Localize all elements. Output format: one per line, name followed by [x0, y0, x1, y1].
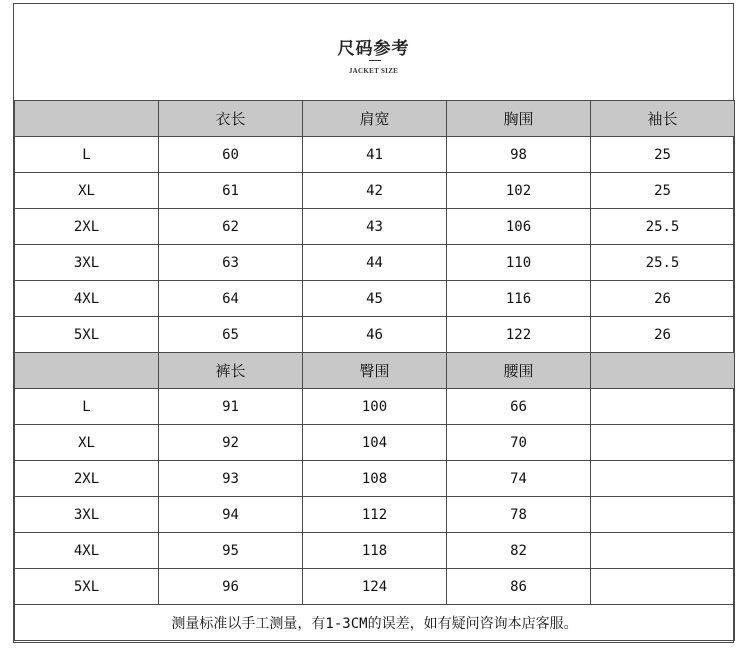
size-label-cell: 2XL: [15, 209, 159, 245]
jacket-value-cell: 65: [159, 317, 303, 353]
jacket-value-cell: 106: [447, 209, 591, 245]
pants-table-row: [15, 569, 735, 605]
chart-header: [14, 4, 733, 100]
jacket-value-cell: 61: [159, 173, 303, 209]
jacket-value-cell: 62: [159, 209, 303, 245]
pants-table-row: [15, 425, 735, 461]
size-label-cell: XL: [15, 173, 159, 209]
jacket-value-cell: 63: [159, 245, 303, 281]
pants-value-cell: 104: [303, 425, 447, 461]
jacket-table-row: [15, 173, 735, 209]
size-label-cell: 4XL: [15, 533, 159, 569]
size-label-cell: 2XL: [15, 461, 159, 497]
jacket-value-cell: 41: [303, 137, 447, 173]
jacket-value-cell: 26: [591, 317, 735, 353]
pants-table-row: [15, 461, 735, 497]
jacket-header-row: [15, 101, 735, 137]
pants-value-cell: [591, 461, 735, 497]
jacket-value-cell: 43: [303, 209, 447, 245]
pants-header-row: [15, 353, 735, 389]
pants-value-cell: 78: [447, 497, 591, 533]
jacket-value-cell: 98: [447, 137, 591, 173]
pants-table-row: [15, 533, 735, 569]
jacket-value-cell: 25.5: [591, 245, 735, 281]
pants-table-row: [15, 497, 735, 533]
pants-value-cell: 66: [447, 389, 591, 425]
size-label-cell: L: [15, 137, 159, 173]
size-label-cell: L: [15, 389, 159, 425]
pants-value-cell: [591, 425, 735, 461]
jacket-value-cell: 116: [447, 281, 591, 317]
pants-value-cell: 86: [447, 569, 591, 605]
jacket-column-header: [15, 101, 159, 137]
pants-table-row: [15, 389, 735, 425]
pants-value-cell: 74: [447, 461, 591, 497]
pants-value-cell: 95: [159, 533, 303, 569]
size-label-cell: 4XL: [15, 281, 159, 317]
pants-value-cell: [591, 497, 735, 533]
jacket-value-cell: 26: [591, 281, 735, 317]
pants-value-cell: [591, 569, 735, 605]
jacket-column-header: 肩宽: [303, 101, 447, 137]
size-label-cell: 5XL: [15, 569, 159, 605]
size-label-cell: 3XL: [15, 497, 159, 533]
pants-column-header: [15, 353, 159, 389]
jacket-value-cell: 42: [303, 173, 447, 209]
jacket-value-cell: 25.5: [591, 209, 735, 245]
pants-value-cell: 70: [447, 425, 591, 461]
pants-value-cell: 100: [303, 389, 447, 425]
footer-row: [15, 605, 735, 641]
jacket-value-cell: 102: [447, 173, 591, 209]
jacket-column-header: 袖长: [591, 101, 735, 137]
jacket-value-cell: 122: [447, 317, 591, 353]
jacket-value-cell: 25: [591, 173, 735, 209]
jacket-value-cell: 60: [159, 137, 303, 173]
jacket-table-row: [15, 281, 735, 317]
jacket-value-cell: 25: [591, 137, 735, 173]
jacket-column-header: 衣长: [159, 101, 303, 137]
jacket-column-header: 胸围: [447, 101, 591, 137]
jacket-table-row: [15, 245, 735, 281]
pants-value-cell: 108: [303, 461, 447, 497]
pants-value-cell: 92: [159, 425, 303, 461]
pants-column-header: 臀围: [303, 353, 447, 389]
jacket-table-row: [15, 137, 735, 173]
pants-value-cell: 124: [303, 569, 447, 605]
pants-value-cell: 94: [159, 497, 303, 533]
jacket-table-row: [15, 209, 735, 245]
jacket-value-cell: 64: [159, 281, 303, 317]
size-label-cell: XL: [15, 425, 159, 461]
jacket-value-cell: 110: [447, 245, 591, 281]
size-table: [14, 100, 735, 641]
title-divider: [369, 60, 381, 61]
pants-value-cell: 112: [303, 497, 447, 533]
chart-subtitle: JACKET SIZE: [348, 67, 399, 75]
jacket-value-cell: 45: [303, 281, 447, 317]
jacket-value-cell: 46: [303, 317, 447, 353]
pants-column-header: 裤长: [159, 353, 303, 389]
jacket-value-cell: 44: [303, 245, 447, 281]
pants-value-cell: [591, 389, 735, 425]
size-label-cell: 3XL: [15, 245, 159, 281]
size-label-cell: 5XL: [15, 317, 159, 353]
pants-value-cell: 91: [159, 389, 303, 425]
pants-value-cell: [591, 533, 735, 569]
chart-title: 尺码参考: [337, 39, 410, 59]
pants-value-cell: 82: [447, 533, 591, 569]
measurement-note: 测量标准以手工测量，有1-3CM的误差，如有疑问咨询本店客服。: [15, 605, 735, 641]
pants-value-cell: 93: [159, 461, 303, 497]
jacket-table-row: [15, 317, 735, 353]
pants-column-header: 腰围: [447, 353, 591, 389]
pants-column-header: [591, 353, 735, 389]
size-chart: [13, 3, 734, 643]
pants-value-cell: 96: [159, 569, 303, 605]
pants-value-cell: 118: [303, 533, 447, 569]
